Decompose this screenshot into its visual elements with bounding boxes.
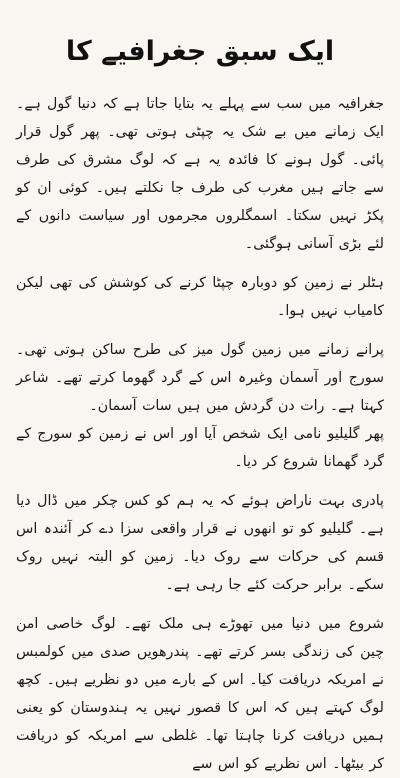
paragraph-5: پادری بہت ناراض ہوئے کہ یہ ہم کو کس چکر میں ڈال دیا ہے۔ گلیلیو کو تو انھوں نے قرار واقعی سزا دے کر آئندہ اس قسم کی حرکات سے روک دیا۔ زمین کو البتہ نہیں روک سکے۔ برابر حرکت کئے جا رہی ہے۔ (16, 493, 384, 593)
paragraph-3: پرانے زمانے میں زمین گول میز کی طرح ساکن ہوتی تھی۔ سورج اور آسمان وغیرہ اس کے گرد گھوما کرتے تھے۔ شاعر کہتا ہے۔ رات دن گردش میں ہیں سات آسمان۔ (16, 342, 384, 414)
paragraph-6: شروع میں دنیا میں تھوڑے ہی ملک تھے۔ لوگ خاصی امن چین کی زندگی بسر کرتے تھے۔ پندرھویں صدی میں کولمبس نے امریکہ دریافت کیا۔ اس کے بارے میں دو نظریے ہیں۔ کچھ لوگ کہتے ہیں کہ اس کا قصور نہیں یہ ہندوستان کو یعنی ہمیں دریافت کرنا چاہتا تھا۔ غلطی سے امریکہ کو دریافت کر بیٹھا۔ اس نظریے کو اس سے (16, 616, 384, 772)
page-title: ایک سبق جغرافیے کا (65, 36, 335, 67)
paragraph-1: جغرافیہ میں سب سے پہلے یہ بتایا جاتا ہے کہ دنیا گول ہے۔ ایک زمانے میں بے شک یہ چپٹی ہوتی تھی۔ پھر گول قرار پائی۔ گول ہونے کا فائدہ یہ ہے کہ لوگ مشرق کی طرف سے جاتے ہیں مغرب کی طرف جا نکلتے ہیں۔ کوئی ان کو پکڑ نہیں سکتا۔ اسمگلروں مجرموں اور سیاست دانوں کے لئے بڑی آسانی ہوگئی۔ (16, 96, 384, 252)
paragraph-4: پھر گلیلیو نامی ایک شخص آیا اور اس نے زمین کو سورج کے گرد گھمانا شروع کر دیا۔ (16, 426, 384, 470)
paragraph-2: ہٹلر نے زمین کو دوبارہ چپٹا کرنے کی کوشش کی تھی لیکن کامیاب نہیں ہوا۔ (16, 275, 384, 319)
